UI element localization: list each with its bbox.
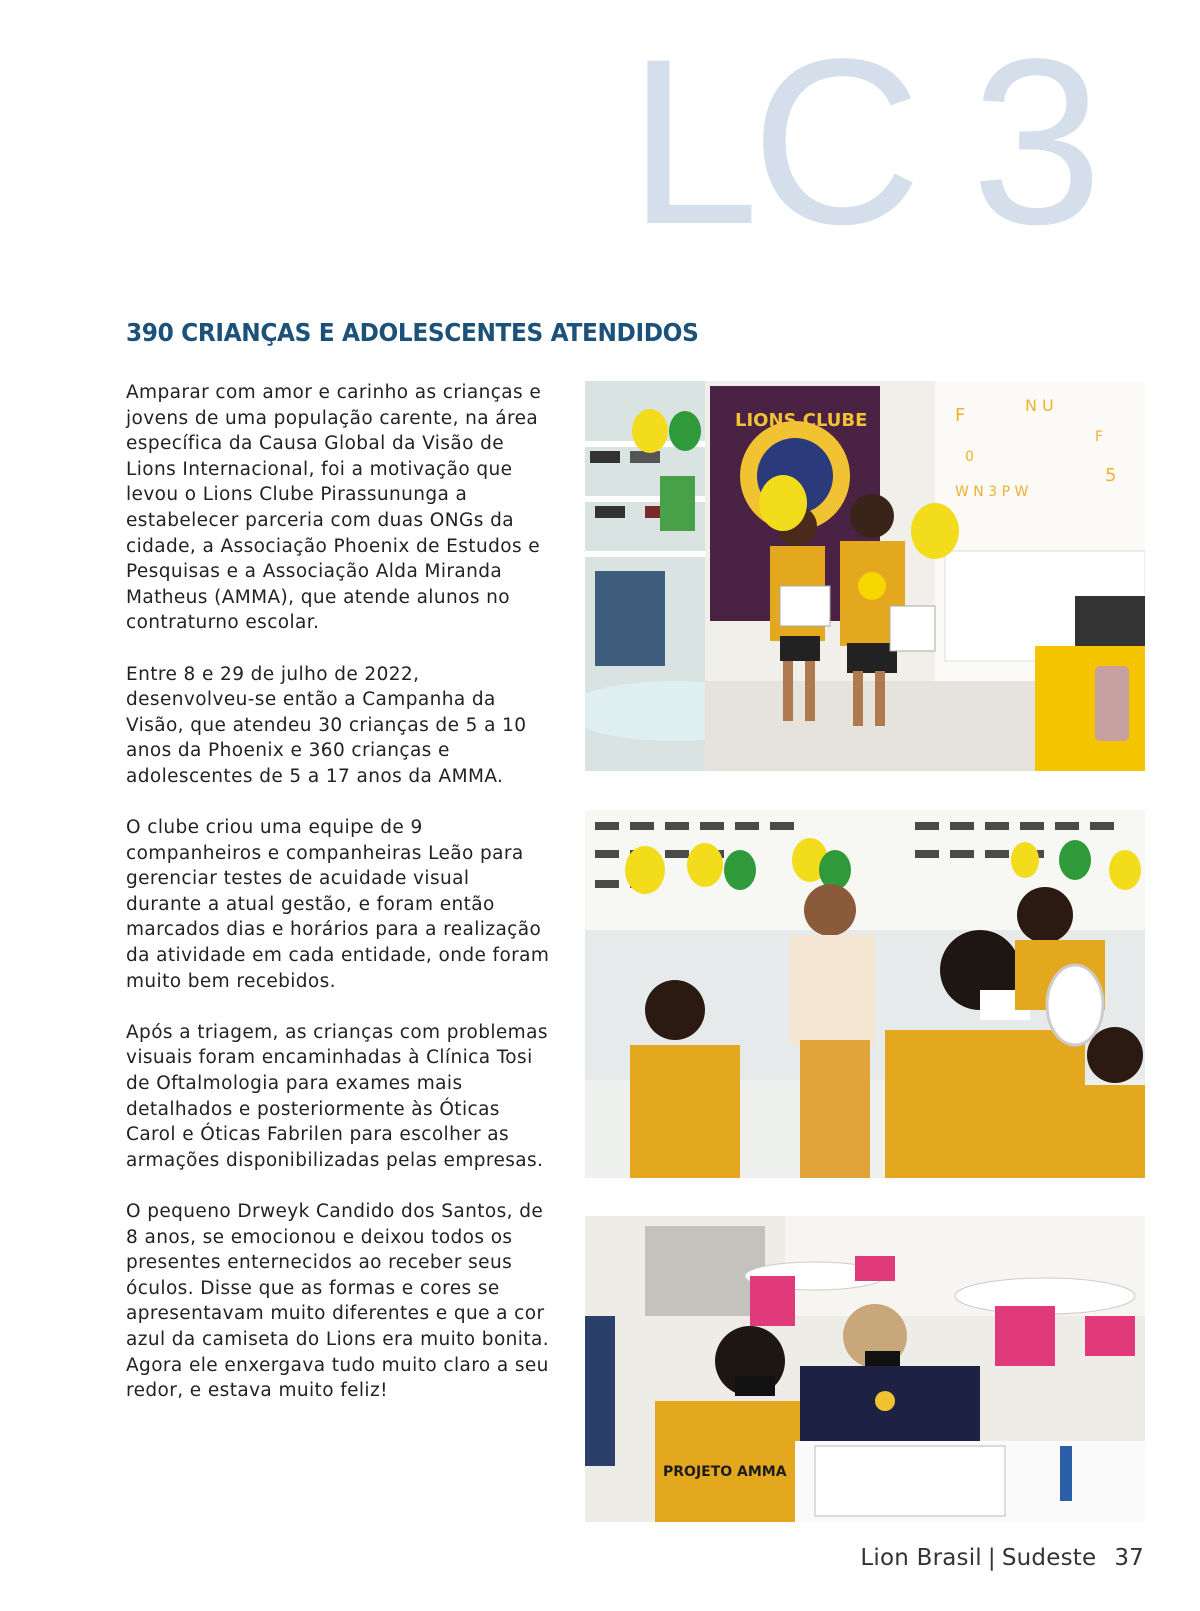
paragraph: Amparar com amor e carinho as crianças e jovens de uma população carente, na área específica da Causa Global da Visão de Lions Internacional, foi a motivação que levou o Lions Clube Pirassununga a estabelecer parceria com duas ONGs da cidade, a Associação Phoenix de Estudos e Pesquisas e a Associação Alda Miranda Matheus (AMMA), que atende alunos no contraturno escolar. (126, 382, 542, 634)
paragraph: O clube criou uma equipe de 9 companheiros e companheiras Leão para gerenciar testes de acuidade visual durante a atual gestão, e foram então marcados dias e horários para a realização da atividade em cada entidade, onde foram muito bem recebidos. (126, 817, 550, 992)
page-footer (860, 1545, 1144, 1571)
svg-text:F: F (1095, 429, 1104, 445)
section-label-watermark: LC 3 (628, 10, 1095, 274)
region-name: Sudeste (1001, 1545, 1097, 1571)
article-headline: 390 CRIANÇAS E ADOLESCENTES ATENDIDOS (126, 318, 699, 347)
paragraph: O pequeno Drweyk Candido dos Santos, de 8 anos, se emocionou e deixou todos os presentes enternecidos ao receber seus óculos. Disse que as formas e cores se apresentavam muito diferentes e que a cor azul da camiseta do Lions era muito bonita. Agora ele enxergava tudo muito claro a seu redor, e estava muito feliz! (126, 1201, 550, 1402)
banner-text: LIONS CLUBE (735, 410, 868, 431)
footer-separator: | (987, 1545, 996, 1571)
svg-text:0: 0 (965, 449, 974, 465)
paragraph: Após a triagem, as crianças com problemas visuais foram encaminhadas à Clínica Tosi de Oftalmologia para exames mais detalhados e posteriormente às Óticas Carol e Óticas Fabrilen para escolher as armações disponibilizadas pelas empresas. (126, 1021, 548, 1171)
svg-text:F: F (955, 405, 966, 426)
svg-text:W N 3 P W: W N 3 P W (955, 484, 1029, 500)
svg-text:5: 5 (1105, 465, 1117, 486)
publication-name: Lion Brasil (860, 1545, 982, 1571)
svg-text:N U: N U (1025, 396, 1054, 415)
photo-girls-with-lions-banner (585, 381, 1145, 771)
shirt-text: PROJETO AMMA (663, 1464, 787, 1480)
photo-filling-form (585, 1216, 1145, 1522)
photo-fitting-glasses (585, 810, 1145, 1178)
article-body (126, 380, 550, 1429)
paragraph: Entre 8 e 29 de julho de 2022, desenvolveu-se então a Campanha da Visão, que atendeu 30 crianças de 5 a 10 anos da Phoenix e 360 crianças e adolescentes de 5 a 17 anos da AMMA. (126, 663, 527, 787)
page-number: 37 (1114, 1545, 1144, 1571)
